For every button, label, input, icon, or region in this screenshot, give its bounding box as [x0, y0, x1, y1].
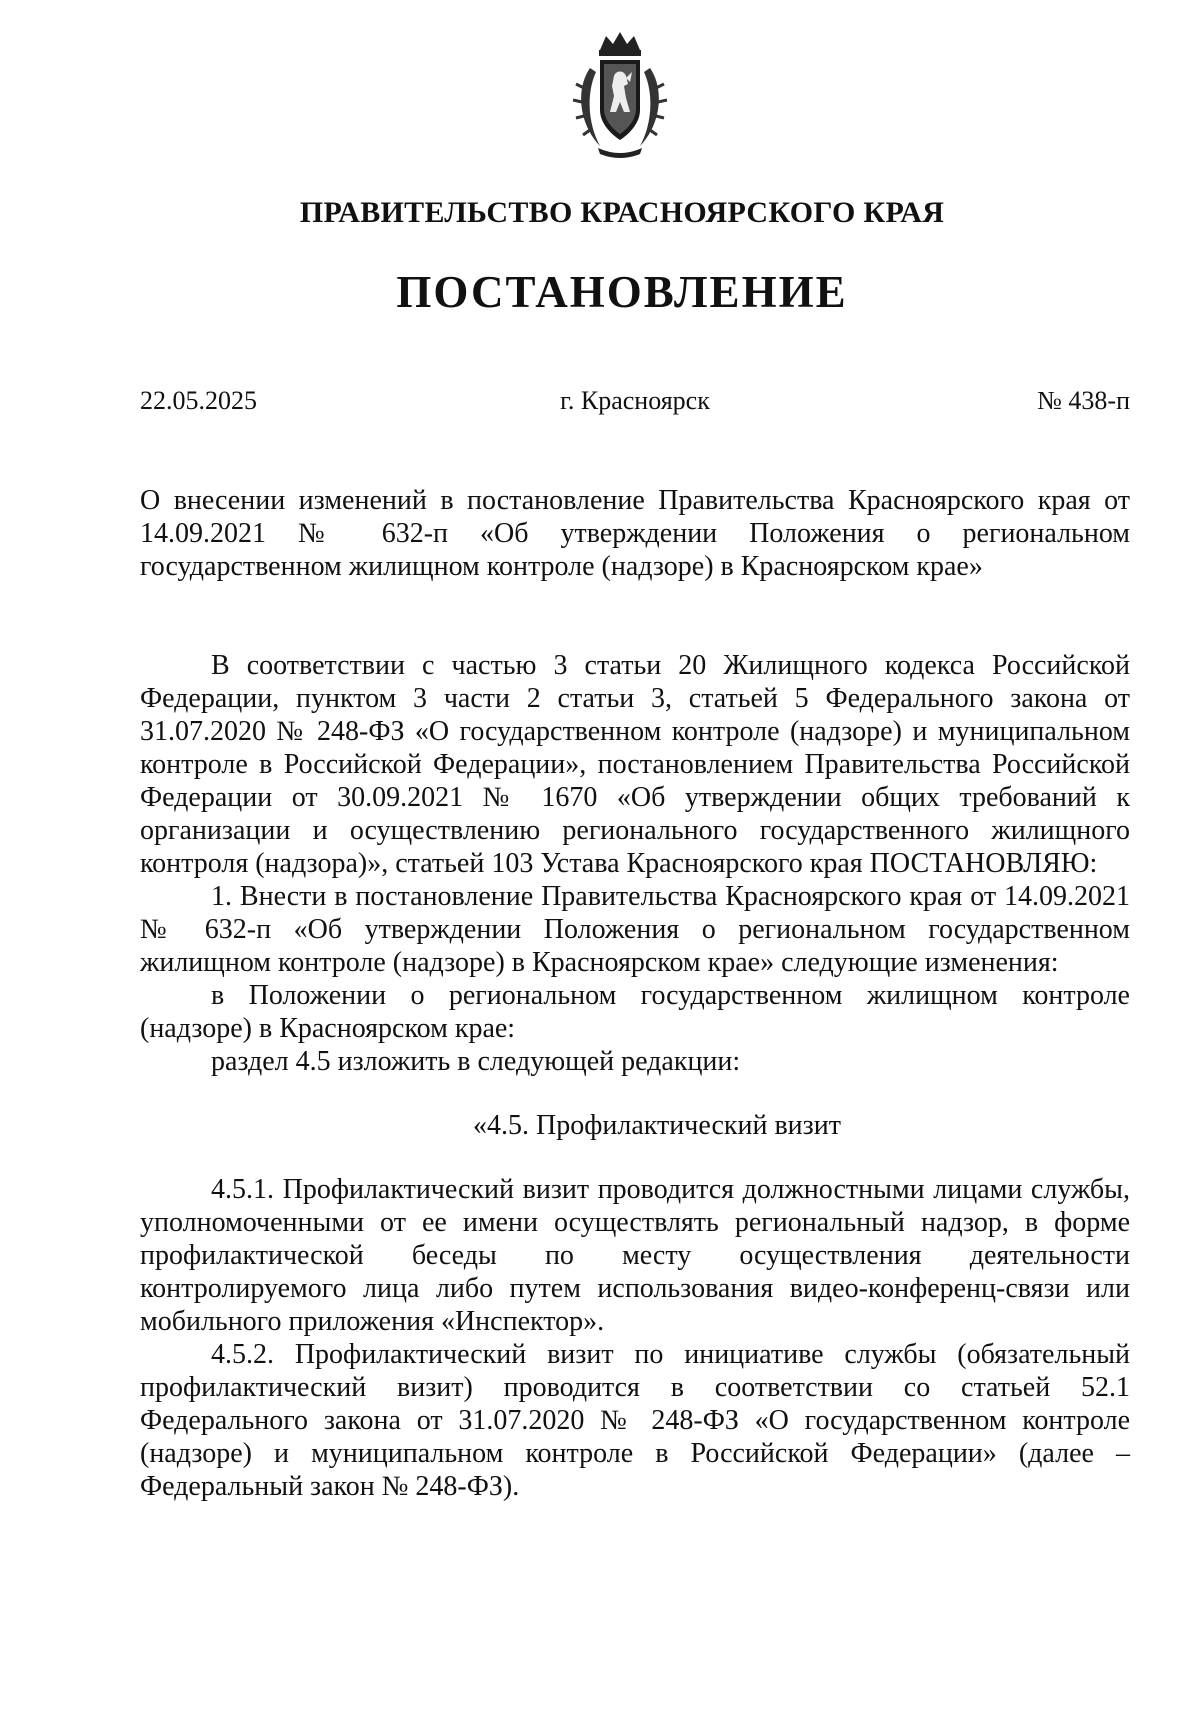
document-type-heading: ПОСТАНОВЛЕНИЕ [396, 267, 848, 317]
item-1-sub-paragraph: в Положении о региональном государственном жилищном контроле (надзоре) в Красноярском крае: [140, 980, 1130, 1044]
document-subject [140, 484, 1130, 583]
section-heading: «4.5. Профилактический визит [473, 1110, 841, 1141]
document-body [140, 649, 1130, 1503]
preamble-paragraph: В соответствии с частью 3 статьи 20 Жилищного кодекса Российской Федерации, пунктом 3 части 2 статьи 3, статьей 5 Федерального закона от 31.07.2020 № 248-ФЗ «О государственном контроле (надзоре) и муниципальном контроле в Российской Федерации», постановлением Правительства Российской Федерации от 30.09.2021 № 1670 «Об утверждении общих требований к организации и осуществлению регионального государственного жилищного контроля (надзора)», статьей 103 Устава Красноярского края ПОСТАНОВЛЯЮ: [140, 650, 1130, 879]
document-city: г. Красноярск [560, 386, 710, 415]
item-1-paragraph: 1. Внести в постановление Правительства Красноярского края от 14.09.2021 № 632-п «Об утверждении Положения о региональном государственном жилищном контроле (надзоре) в Красноярском крае» следующие изменения: [140, 881, 1130, 978]
paragraph-4-5-2: 4.5.2. Профилактический визит по инициативе службы (обязательный профилактический визит) проводится в соответствии со статьей 52.1 Федерального закона от 31.07.2020 № 248-ФЗ «О государственном контроле (надзоре) и муниципальном контроле в Российской Федерации» (далее – Федеральный закон № 248-ФЗ). [140, 1339, 1130, 1502]
paragraph-4-5-1: 4.5.1. Профилактический визит проводится должностными лицами службы, уполномоченными от ее имени осуществлять региональный надзор, в форме профилактической беседы по месту осуществления деятельности контролируемого лица либо путем использования видео-конференц-связи или мобильного приложения «Инспектор». [140, 1174, 1130, 1337]
item-1-action-paragraph: раздел 4.5 изложить в следующей редакции: [211, 1046, 741, 1077]
organization-title: ПРАВИТЕЛЬСТВО КРАСНОЯРСКОГО КРАЯ [299, 196, 945, 229]
document-number: № 438-п [1037, 386, 1130, 415]
coat-of-arms-icon [570, 28, 670, 160]
subject-text: О внесении изменений в постановление Правительства Красноярского края от 14.09.2021 № 632-п «Об утверждении Положения о региональном государственном жилищном контроле (надзоре) в Красноярском крае» [140, 485, 1130, 582]
document-date: 22.05.2025 [140, 386, 257, 415]
